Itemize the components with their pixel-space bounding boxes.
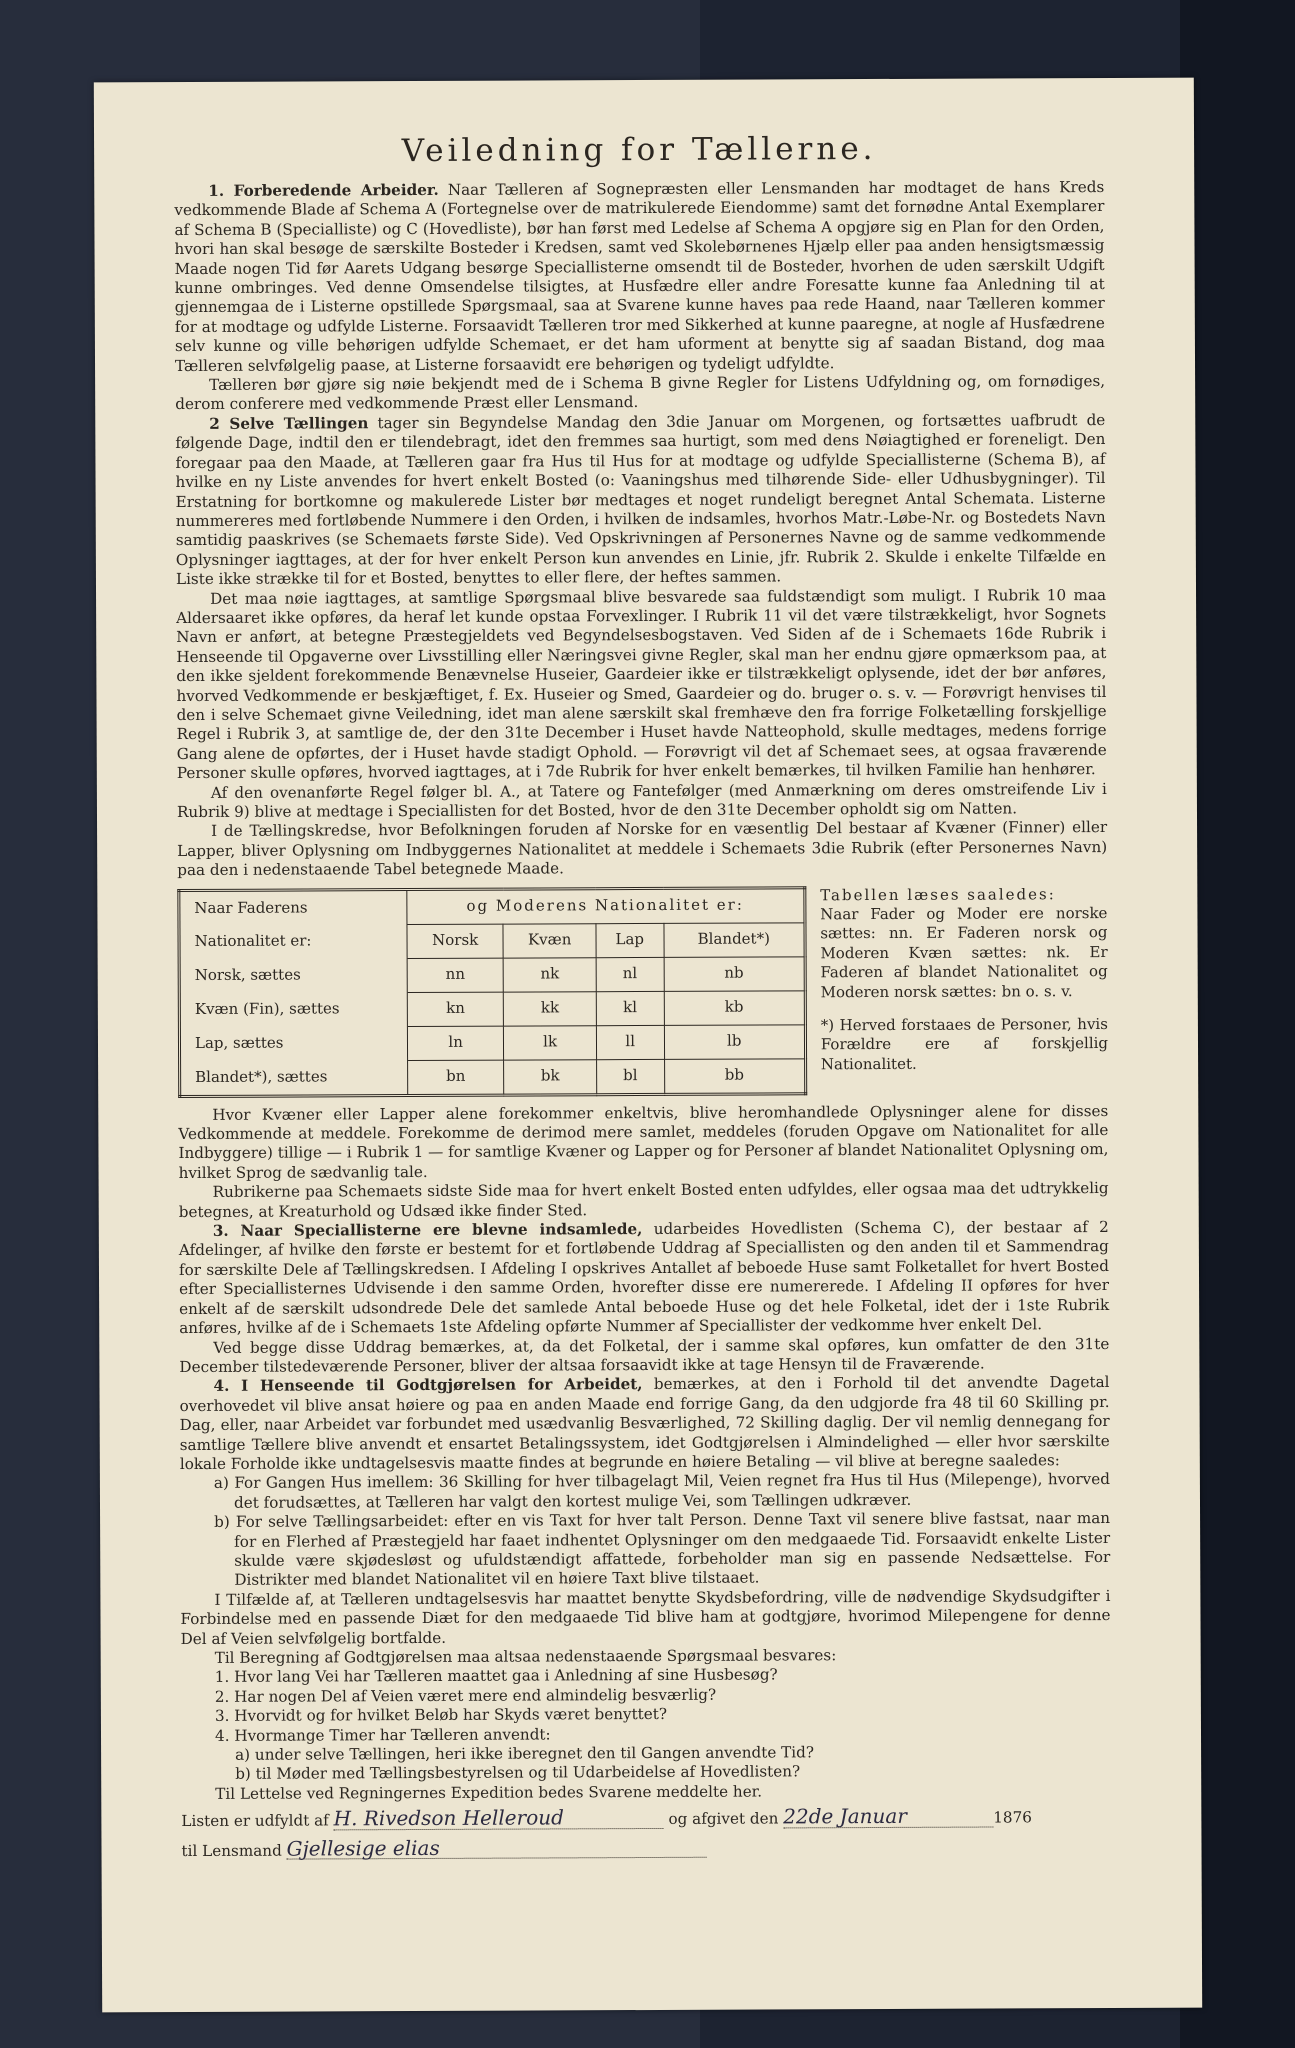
table-header-row (179, 887, 805, 925)
document-page (94, 78, 1202, 2013)
table-row-label: Lap, sættes (179, 1026, 407, 1061)
section-3-text: udarbeides Hovedlisten (Schema C), der bestaar af 2 Afdelinger, af hvilke den første er bestemt for et fortløbende Uddrag af Speciallisten og den anden til et Sammendrag for særskilte Dele af Tællingskredsen. I Afdeling I opskrives Antallet af beboede Huse samt Folketallet for hvert Bosted efter Speciallisternes Udvisende i den samme Orden, hvorefter disse ere numererede. I Afdeling II opføres for hver enkelt af de særskilt udsondrede Dele det samlede Antal beboede Huse og det hele Folketal, idet der i 1ste Rubrik anføres, hvilke af de i Schemaets 1ste Afdeling opførte Nummer af Speciallister der vedkomme hver enkelt Del. (178, 1218, 1110, 1338)
closing-line: Til Lettelse ved Regningernes Expedition bedes Svarene meddelte her. (215, 1782, 763, 1803)
section-4-paragraph-2: I Tilfælde af, at Tælleren undtagelsesvis har maattet benytte Skydsbefordring, ville de nødvendige Skydsudgifter i Forbindelse med en passende Diæt for den medgaaede Tid blive ham at godtgjøre, hvorimod Milepengene for denne Del af Veien selvfølgelig bortfalde. (180, 1586, 1111, 1648)
table-cell: kk (504, 991, 596, 1025)
table-column-header: Norsk (407, 924, 504, 958)
question-item: 2. Har nogen Del af Veien været mere end almindelig besværlig? (214, 1685, 717, 1706)
document-content (174, 128, 1112, 1861)
nationality-table (177, 886, 807, 1098)
section-1-paragraph-2: Tælleren bør gjøre sig nøie bekjendt med de i Schema B givne Regler for Listens Udfyldning og, om fornødiges, derom conferere med vedkommende Præst eller Lensmand. (175, 372, 1106, 414)
lensmand-prefix: til Lensmand (181, 1841, 282, 1860)
section-2-paragraph-5: Hvor Kvæner eller Lapper alene forekommer enkeltvis, blive heromhandlede Oplysninger alene for disses Vedkommende at meddele. Forekomme de derimod mere samlet, meddeles (foruden Opgave om Nationalitet for alle Indbyggere) tillige — i Rubrik 1 — for samtlige Kvæner og Lapper og for Personer af blandet Nationalitet Oplysning om, hvilket Sprog de sædvanlig tale. (178, 1101, 1109, 1182)
table-cell: kb (664, 990, 805, 1025)
section-2 (175, 411, 1106, 590)
section-4-paragraph-3: Til Beregning af Godtgjørelsen maa altsaa nedenstaaende Spørgsmaal besvares: (214, 1646, 837, 1667)
question-item: 3. Hvorvidt og for hvilket Beløb har Skyds været benyttet? (214, 1705, 668, 1726)
section-2-paragraph-3: Af den ovenanførte Regel følger bl. A., at Tatere og Fantefølger (med Anmærkning om deres omstreifende Liv i Rubrik 9) blive at medtage i Speciallisten for det Bosted, hvor de den 31te December opholdt sig om Natten. (176, 779, 1107, 822)
section-4-text: bemærkes, at den i Forhold til det anvendte Dagetal overhovedet vil blive ansat høiere og paa en anden Maade end forrige Gang, da den udgjorde fra 48 til 60 Skilling pr. Dag, eller, naar Arbeidet var forbundet med usædvanlig Besværlighed, 72 Skilling daglig. Der vil nemlig dennegang for samtlige Tællere blive anvendt et ensartet Betalingssystem, idet Godtgjørelsen i Almindelighed — eller hvor særskilte lokale Forholde ikke undtagelsesvis maatte findes at begrunde en høiere Betaling — vil blive at beregne saaledes: (179, 1373, 1110, 1473)
lensmand-name: Gjellesige elias (287, 1837, 707, 1859)
table-header-left-1: Naar Faderens (179, 889, 407, 925)
signature-mid: og afgivet den (668, 1809, 779, 1829)
table-note-footnote: *) Herved forstaaes de Personer, hvis Forældre ere af forskjellig Nationalitet. (820, 1015, 1109, 1074)
signature-prefix: Listen er udfyldt af (181, 1811, 329, 1831)
section-3 (179, 1218, 1109, 1338)
table-cell: kn (407, 992, 504, 1026)
table-cell: bl (596, 1059, 664, 1094)
table-cell: kl (596, 991, 664, 1025)
table-column-header: Kvæn (503, 923, 595, 957)
section-1-text: Naar Tælleren af Sognepræsten eller Lensmanden har modtaget de hans Kreds vedkommende Blade af Schema A (Fortegnelse over de matrikulerede Eiendomme) samt det fornødne Antal Exemplarer af Schema B (Specialliste) og C (Hovedliste), bør han først med Ledelse af Schema A opgjøre sig en Plan for den Orden, hvori han skal besøge de særskilte Bosteder i Kredsen, samt ved Skolebørnenes Hjælp eller paa anden hensigtsmæssig Maade nogen Tid før Aarets Udgang besørge Speciallisterne omsendt til de Bosteder, hvorhen de uden særskilt Udgift kunne ombringes. Ved denne Omsendelse tilsigtes, at Husfædre eller andre Foresatte kunne faa Anledning til at gjennemgaa de i Listerne opstillede Spørgsmaal, saa at Svarene kunne haves paa rede Haand, naar Tælleren kommer for at modtage og udfylde Listerne. Forsaavidt Tælleren tror med Sikkerhed at kunne paaregne, at nogle af Husfædrene selv kunne og ville behørigen udfylde Schemaet, er det ham uforment at benytte sig af saadan Bistand, dog maa Tælleren selvfølgelig paase, at Listerne forsaavidt ere behørigen og tydeligt udfyldte. (174, 178, 1105, 375)
question-item: 1. Hvor lang Vei har Tælleren maattet gaa i Anledning af sine Husbesøg? (214, 1665, 778, 1687)
table-header-left-2: Nationalitet er: (179, 924, 407, 959)
table-row-label: Blandet*), sættes (180, 1060, 408, 1096)
table-header-top: og Moderens Nationalitet er: (407, 887, 805, 924)
payment-item-b: b) For selve Tællingsarbeidet: efter en vis Taxt for hver talt Person. Denne Taxt vil senere blive fastsat, naar man for en Flerhed af Præstegjeld har faaet indhentet Oplysninger om den medgaaede Tid. Forsaavidt enkelte Lister skulde være skjødesløst og ufuldstændigt affattede, forbeholder man sig en passende Nedsættelse. For Distrikter med blandet Nationalitet vil en høiere Taxt blive tilstaaet. (214, 1509, 1111, 1590)
section-3-heading: 3. Naar Speciallisterne ere blevne indsamlede, (212, 1220, 643, 1240)
table-row (180, 1058, 806, 1096)
signature-date: 22de Januar (783, 1807, 993, 1828)
table-cell: nb (664, 956, 805, 991)
section-2-paragraph-2: Det maa nøie iagttages, at samtlige Spørgsmaal blive besvarede saa fuldstændigt som muligt. I Rubrik 10 maa Aldersaaret ikke opføres, da heraf let kunde opstaa Forvexlinger. I Rubrik 11 vil det være tilstrækkeligt, hvor Sognets Navn er anført, at betegne Præstegjeldets ved Begyndelsesbogstaven. Ved Siden af de i Schemaets 16de Rubrik i Henseende til Opgaverne over Livsstilling eller Næringsvei givne Regler, skal man her endnu gjøre opmærksom paa, at den ikke sjeldent forekommende Benævnelse Huseier, Gaardeier ikke er tilstrækkeligt oplysende, idet der bør anføres, hvorved Vedkommende er beskjæftiget, f. Ex. Huseier og Smed, Gaardeier og do. bruger o. s. v. — Forøvrigt henvises til den i selve Schemaet givne Veiledning, idet man alene særskilt skal fremhæve den fra forrige Folketælling forskjellige Regel i Rubrik 3, at samtlige de, der den 31te December i Huset havde Natteophold, skulle medtages, medens forrige Gang alene de opførtes, der i Huset havde stadigt Ophold. — Forøvrigt vil det af Schemaet sees, at ogsaa fraværende Personer skulle opføres, hvorved iagttages, at i 7de Rubrik for hver enkelt bemærkes, til hvilken Familie han henhører. (176, 585, 1107, 783)
table-cell: lb (664, 1024, 805, 1059)
table-column-header: Lap (596, 923, 664, 957)
table-row (179, 956, 805, 993)
table-cell: bb (664, 1058, 805, 1094)
payment-item-a: a) For Gangen Hus imellem: 36 Skilling for hver tilbagelagt Mil, Veien regnet fra Hus til Hus (Milepenge), hvorved det forudsættes, at Tælleren har valgt den kortest mulige Vei, som Tællingen udkræver. (213, 1470, 1110, 1512)
table-note (820, 885, 1108, 1095)
signature-year: 1876 (993, 1808, 1032, 1827)
table-cell: lk (504, 1025, 596, 1059)
section-2-paragraph-4: I de Tællingskredse, hvor Befolkningen foruden af Norske for en væsentlig Del bestaar af Kvæner (Finner) eller Lapper, bliver Oplysning om Indbyggernes Nationalitet at meddele i Schemaets 3die Rubrik (efter Personernes Navn) paa den i nedenstaaende Tabel betegnede Maade. (177, 818, 1108, 880)
payment-list (180, 1470, 1110, 1590)
table-note-body: Naar Fader og Moder ere norske sættes: nn. Er Faderen norsk og Moderen Kvæn sættes: nk. Er Faderen af blandet Nationalitet og Moderen norsk sættes: bn o. s. v. (820, 904, 1108, 1001)
section-4 (179, 1373, 1109, 1474)
question-subitem: b) til Møder med Tællingsbestyrelsen og til Udarbeidelse af Hovedlisten? (235, 1762, 801, 1784)
section-2-heading: 2 Selve Tællingen (209, 414, 369, 433)
table-cell: nk (504, 957, 596, 991)
section-3-paragraph-2: Ved begge disse Uddrag bemærkes, at, da det Folketal, der i samme skal opføres, kun omfatter de den 31te December tilstedeværende Personer, bliver der altsaa forsaavidt ikke at tage Hensyn til de Fraværende. (179, 1334, 1110, 1376)
table-cell: ll (596, 1025, 664, 1059)
section-1 (174, 178, 1105, 376)
section-2-paragraph-6: Rubrikerne paa Schemaets sidste Side maa for hvert enkelt Bosted enten udfyldes, eller ogsaa maa det udtrykkelig betegnes, at Kreaturhold og Udsæd ikke finder Sted. (178, 1179, 1109, 1221)
table-row (179, 1024, 805, 1061)
signature-block (181, 1806, 1111, 1861)
section-1-heading: 1. Forberedende Arbeider. (208, 180, 439, 200)
table-cell: ln (407, 1026, 504, 1060)
table-column-header: Blandet*) (664, 922, 805, 957)
page-title: Veiledning for Tællerne. (401, 130, 877, 170)
table-cell: bk (504, 1059, 596, 1094)
section-2-text: tager sin Begyndelse Mandag den 3die Januar om Morgenen, og fortsættes uafbrudt de følgende Dage, indtil den er tilendebragt, idet den fremmes saa hurtigt, som med dens Nøiagtighed er foreneligt. Den foregaar paa den Maade, at Tælleren gaar fra Hus til Hus for at modtage og udfylde Speciallisterne (Schema B), af hvilke en ny Liste anvendes for hvert enkelt Bosted (o: Vaaningshus med tilhørende Side- eller Udhusbygninger). Til Erstatning for bortkomne og makulerede Lister bør medtages et noget rundeligt beregnet Antal Schemata. Listerne nummereres med fortløbende Nummere i den Orden, i hvilken de indsamles, hvorhos Matr.-Løbe-Nr. og Bostedets Navn samtidig paaskrives (se Schemaets første Side). Ved Opskrivningen af Personernes Navne og de samme vedkommende Oplysninger iagttages, at der for hver enkelt Person kun anvendes en Linie, jfr. Rubrik 2. Skulde i enkelte Tilfælde en Liste ikke strække til for et Bosted, benyttes to eller flere, der heftes sammen. (175, 410, 1106, 589)
table-row-label: Norsk, sættes (179, 958, 407, 993)
table-cell: nl (596, 957, 664, 991)
table-note-heading: Tabellen læses saaledes: (820, 884, 1056, 904)
table-cell: nn (407, 958, 504, 992)
table-cell: bn (407, 1060, 504, 1095)
nationality-block (177, 885, 1108, 1098)
signature-line-2 (181, 1836, 1111, 1861)
table-row (179, 990, 805, 1027)
signature-line-1 (181, 1806, 1111, 1831)
table-row-label: Kvæn (Fin), sættes (179, 992, 407, 1027)
question-subitem: a) under selve Tællingen, heri ikke iberegnet den til Gangen anvendte Tid? (235, 1743, 815, 1764)
signature-name: H. Rivedson Helleroud (334, 1808, 664, 1830)
section-4-heading: 4. I Henseende til Godtgjørelsen for Arbeidet, (213, 1375, 643, 1396)
question-item: 4. Hvormange Timer har Tælleren anvendt: (214, 1725, 551, 1745)
table-header-row (179, 922, 805, 959)
question-list (181, 1664, 1111, 1784)
